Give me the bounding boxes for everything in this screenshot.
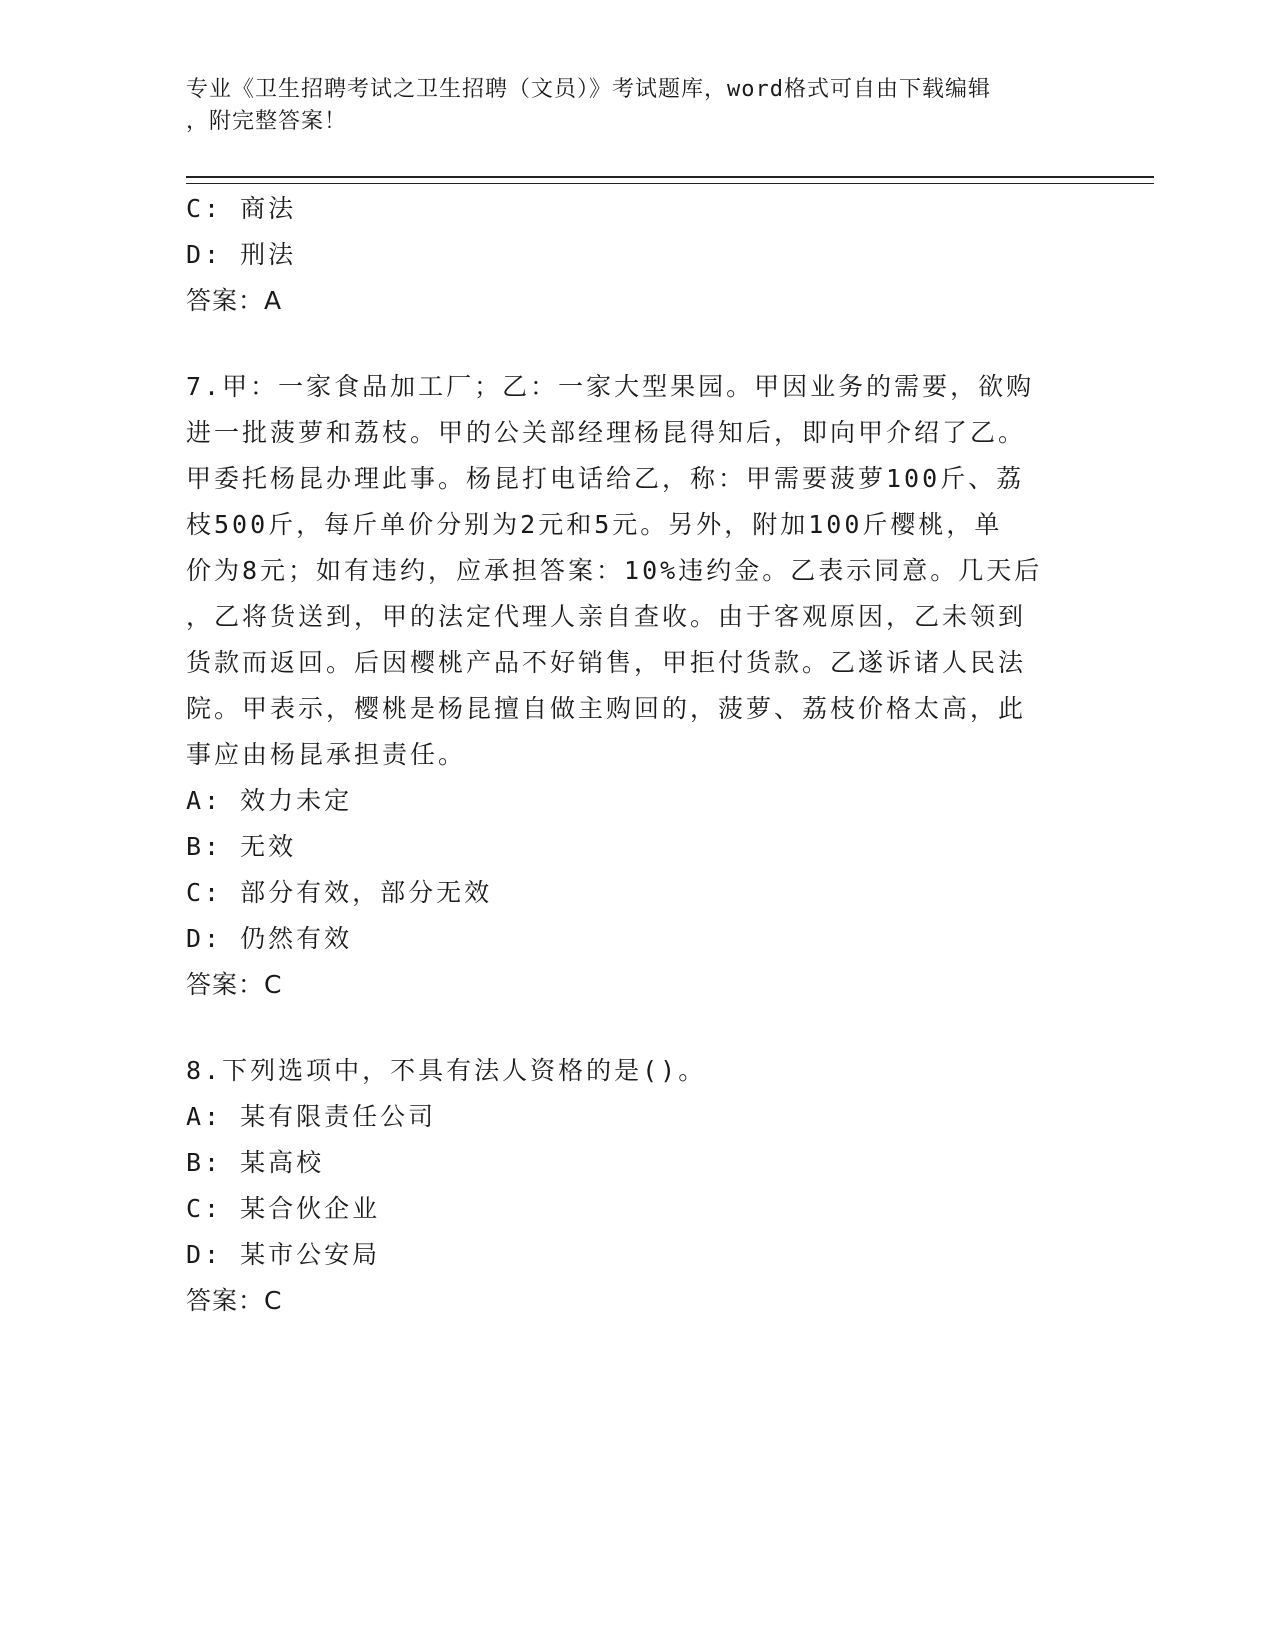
- prev-question-tail: [186, 186, 1066, 324]
- answer-line: 答案：C: [186, 970, 283, 999]
- option-b: B: 某高校: [186, 1148, 325, 1177]
- stem-line: ，乙将货送到，甲的法定代理人亲自查收。由于客观原因，乙未领到: [186, 602, 1027, 631]
- stem-line: 7.甲：一家食品加工厂；乙：一家大型果园。甲因业务的需要，欲购: [186, 372, 1035, 401]
- page-header: [186, 74, 1086, 138]
- stem-line: 甲委托杨昆办理此事。杨昆打电话给乙，称：甲需要菠萝100斤、荔: [186, 464, 1025, 493]
- stem-line: 货款而返回。后因樱桃产品不好销售，甲拒付货款。乙遂诉诸人民法: [186, 648, 1027, 677]
- question-7: [186, 364, 1066, 1008]
- header-title-line2: ，附完整答案！: [186, 109, 348, 134]
- answer-line: 答案：A: [186, 286, 283, 315]
- option-d: D: 某市公安局: [186, 1240, 381, 1269]
- question-stem: [186, 364, 1066, 778]
- option-d: D: 仍然有效: [186, 924, 353, 953]
- stem-line: 枝500斤，每斤单价分别为2元和5元。另外，附加100斤樱桃，单: [186, 510, 1003, 539]
- question-content: [186, 186, 1066, 1324]
- stem-line: 事应由杨昆承担责任。: [186, 740, 467, 769]
- option-d: D: 刑法: [186, 240, 297, 269]
- stem-line: 8.下列选项中，不具有法人资格的是()。: [186, 1056, 707, 1085]
- option-c: C: 部分有效，部分无效: [186, 878, 493, 907]
- header-divider: [186, 176, 1154, 184]
- stem-line: 进一批菠萝和荔枝。甲的公关部经理杨昆得知后，即向甲介绍了乙。: [186, 418, 1027, 447]
- header-title-line1: 专业《卫生招聘考试之卫生招聘（文员）》考试题库，word格式可自由下载编辑: [186, 77, 991, 102]
- question-8: [186, 1048, 1066, 1324]
- option-b: B: 无效: [186, 832, 297, 861]
- option-a: A: 某有限责任公司: [186, 1102, 437, 1131]
- question-stem: [186, 1048, 1066, 1094]
- option-a: A: 效力未定: [186, 786, 353, 815]
- stem-line: 价为8元；如有违约，应承担答案：10%违约金。乙表示同意。几天后: [186, 556, 1043, 585]
- answer-line: 答案：C: [186, 1286, 283, 1315]
- stem-line: 院。甲表示，樱桃是杨昆擅自做主购回的，菠萝、荔枝价格太高，此: [186, 694, 1027, 723]
- option-c: C: 某合伙企业: [186, 1194, 381, 1223]
- option-c: C: 商法: [186, 194, 297, 223]
